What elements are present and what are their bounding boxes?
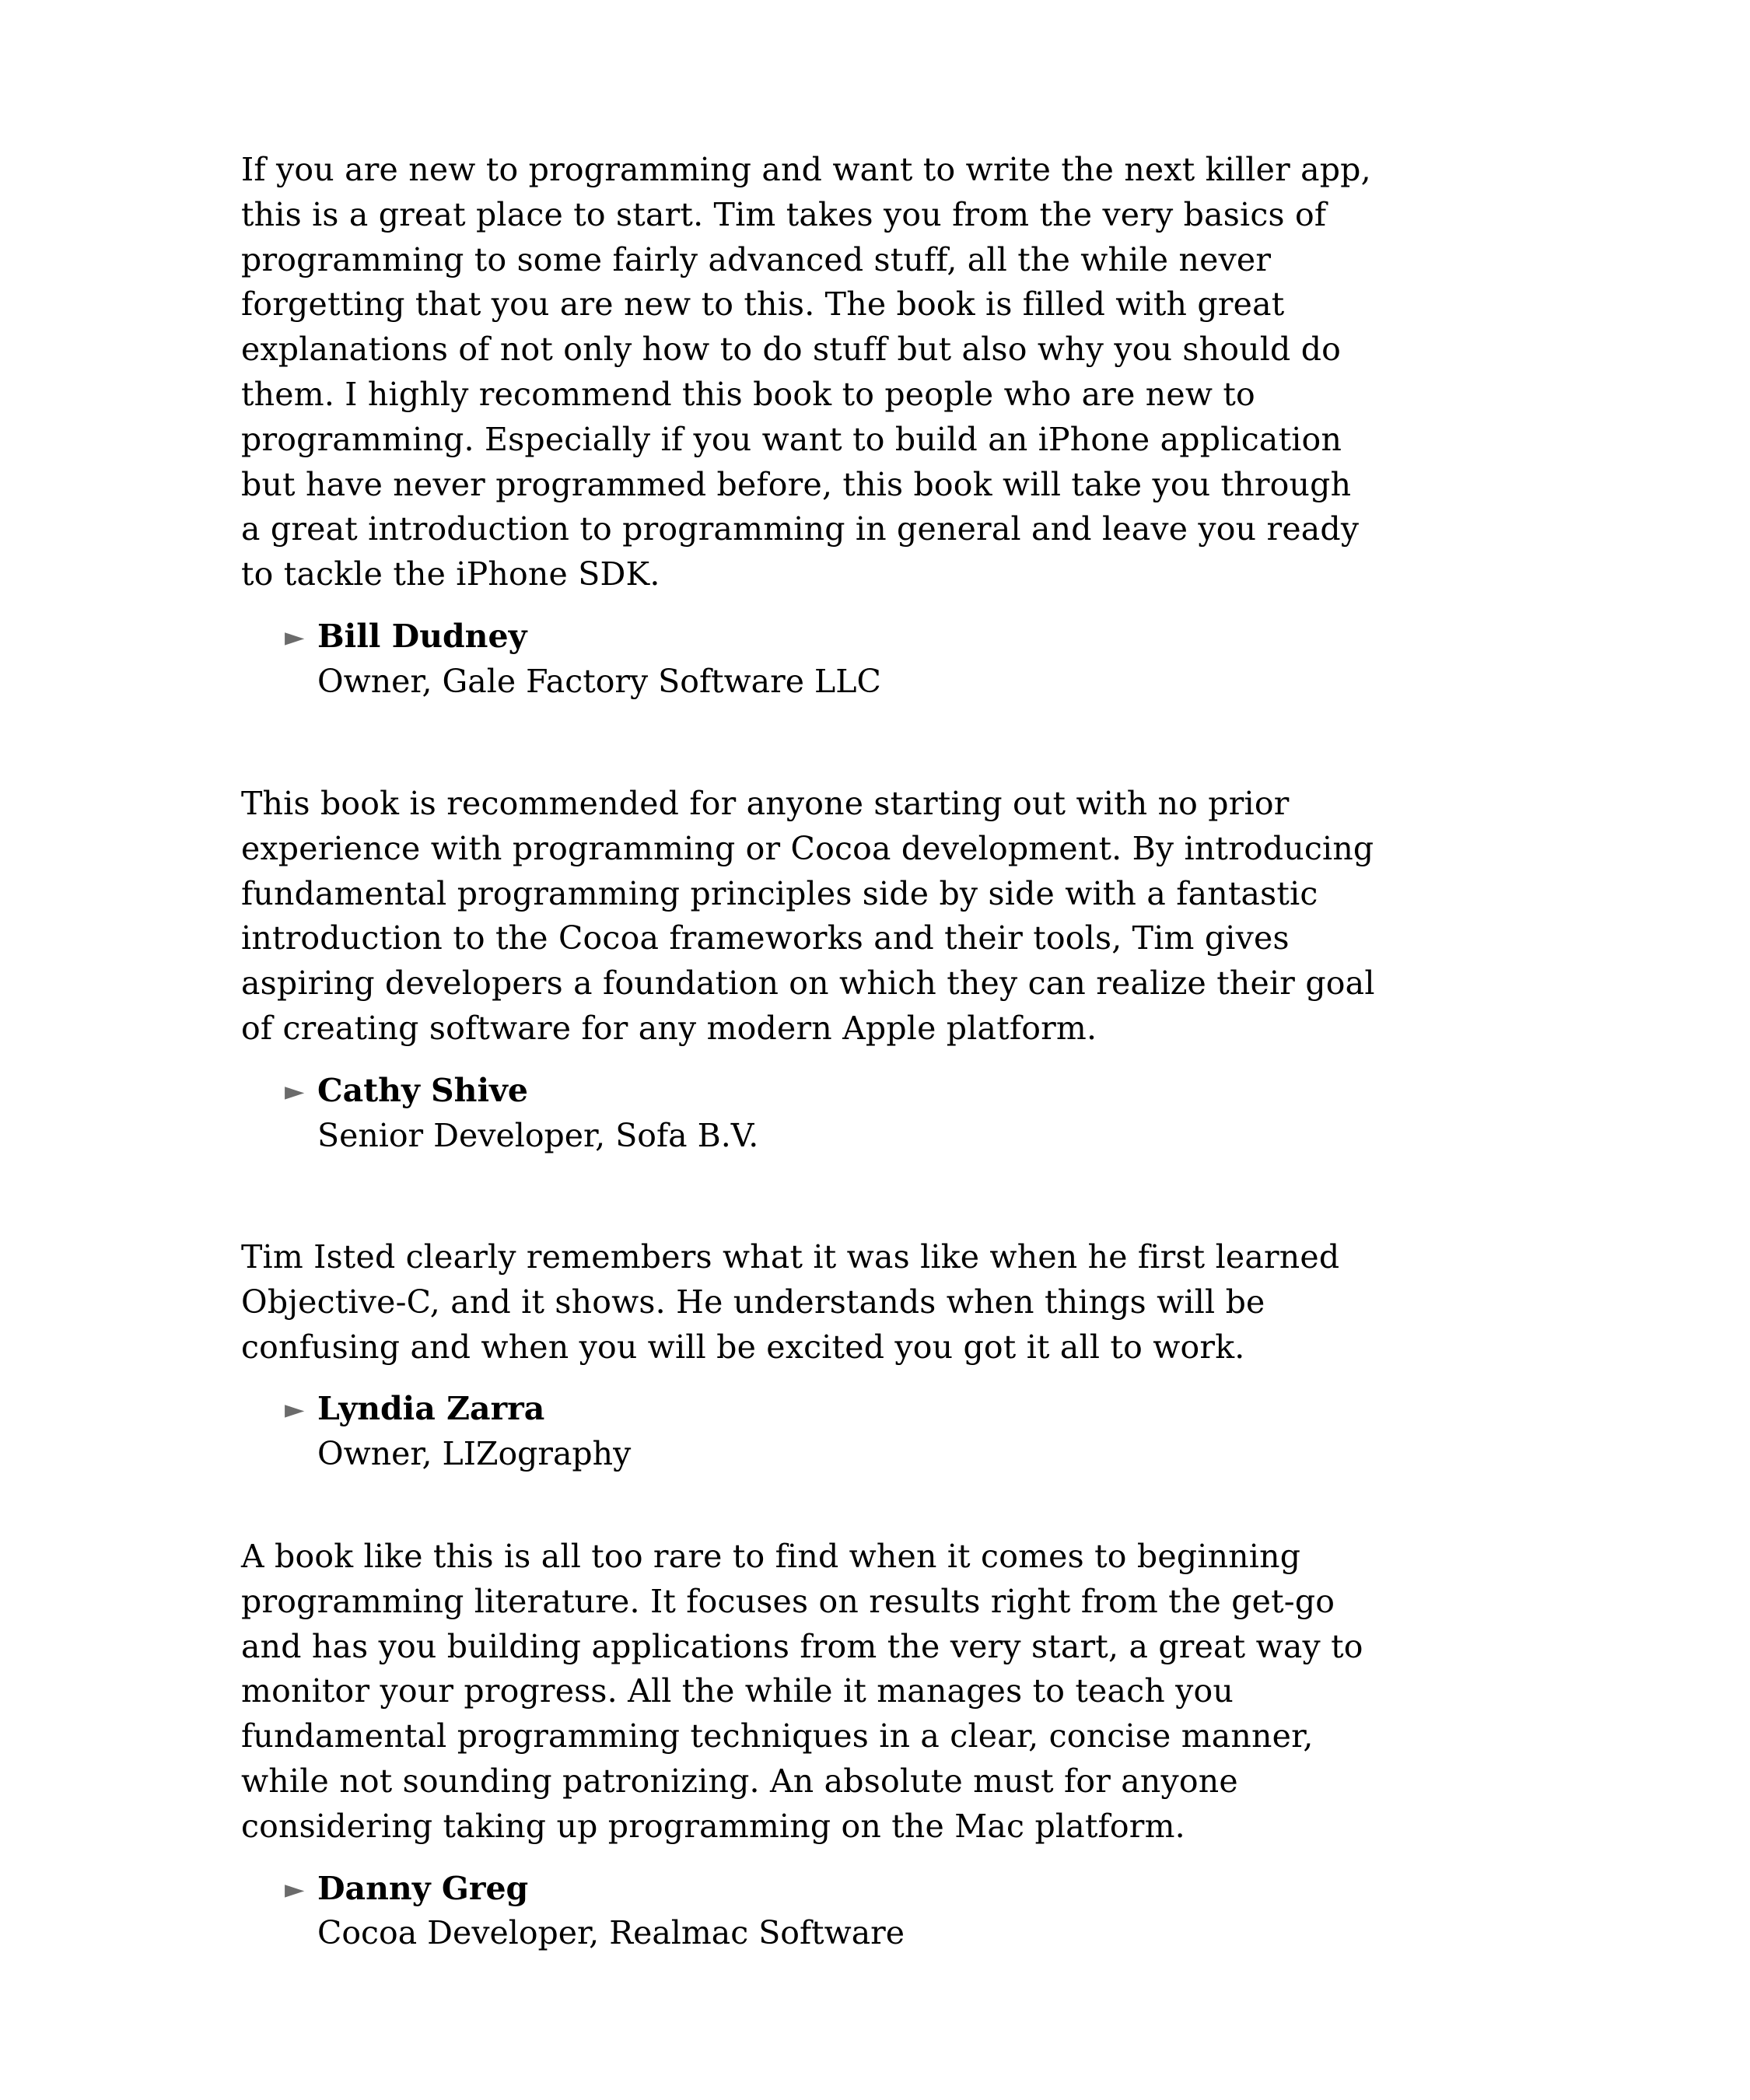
author-name: Cathy Shive bbox=[317, 1071, 528, 1109]
author-role: Senior Developer, Sofa B.V. bbox=[317, 1116, 759, 1154]
testimonial-attribution bbox=[241, 1069, 1377, 1159]
arrow-bullet-icon: ► bbox=[285, 1075, 305, 1106]
arrow-bullet-icon: ► bbox=[285, 621, 305, 652]
testimonial-block bbox=[241, 1535, 1377, 1956]
author-role: Cocoa Developer, Realmac Software bbox=[317, 1914, 905, 1952]
testimonial-attribution bbox=[241, 1867, 1377, 1957]
testimonial-block bbox=[241, 148, 1377, 705]
testimonial-attribution bbox=[241, 614, 1377, 705]
testimonial-quote: A book like this is all too rare to find when it comes to beginning programming literature. It focuses on results right from the get-go and has you building applications from the very start, a great way to monitor your progress. All the while it manages to teach you fundamental programming techniques in a clear, concise manner, while not sounding patronizing. An absolute must for anyone considering taking up programming on the Mac platform. bbox=[241, 1538, 1363, 1845]
author-name: Danny Greg bbox=[317, 1869, 529, 1907]
testimonial-quote: This book is recommended for anyone starting out with no prior experience with programming or Cocoa development. By introducing fundamental programming principles side by side with a fantastic introduction to the Cocoa frameworks and their tools, Tim gives aspiring developers a foundation on which they can realize their goal of creating software for any modern Apple platform. bbox=[241, 785, 1375, 1047]
author-name: Lyndia Zarra bbox=[317, 1390, 545, 1428]
author-role: Owner, LIZography bbox=[317, 1435, 632, 1473]
author-role: Owner, Gale Factory Software LLC bbox=[317, 662, 881, 700]
arrow-bullet-icon: ► bbox=[285, 1873, 305, 1904]
arrow-bullet-icon: ► bbox=[285, 1394, 305, 1425]
testimonial-attribution bbox=[241, 1387, 1377, 1477]
author-name: Bill Dudney bbox=[317, 617, 527, 655]
testimonial-quote: If you are new to programming and want to write the next killer app, this is a great place to start. Tim takes you from the very basics of programming to some fairly advanced stuff, all the while never forgetting that you are new to this. The book is filled with great explanations of not only how to do stuff but also why you should do them. I highly recommend this book to people who are new to programming. Especially if you want to build an iPhone application but have never programmed before, this book will take you through a great introduction to programming in general and leave you ready to tackle the iPhone SDK. bbox=[241, 151, 1371, 593]
testimonial-block bbox=[241, 1235, 1377, 1477]
testimonial-block bbox=[241, 782, 1377, 1158]
testimonial-quote: Tim Isted clearly remembers what it was like when he first learned Objective-C, and it shows. He understands when things will be confusing and when you will be excited you got it all to work. bbox=[241, 1238, 1340, 1366]
